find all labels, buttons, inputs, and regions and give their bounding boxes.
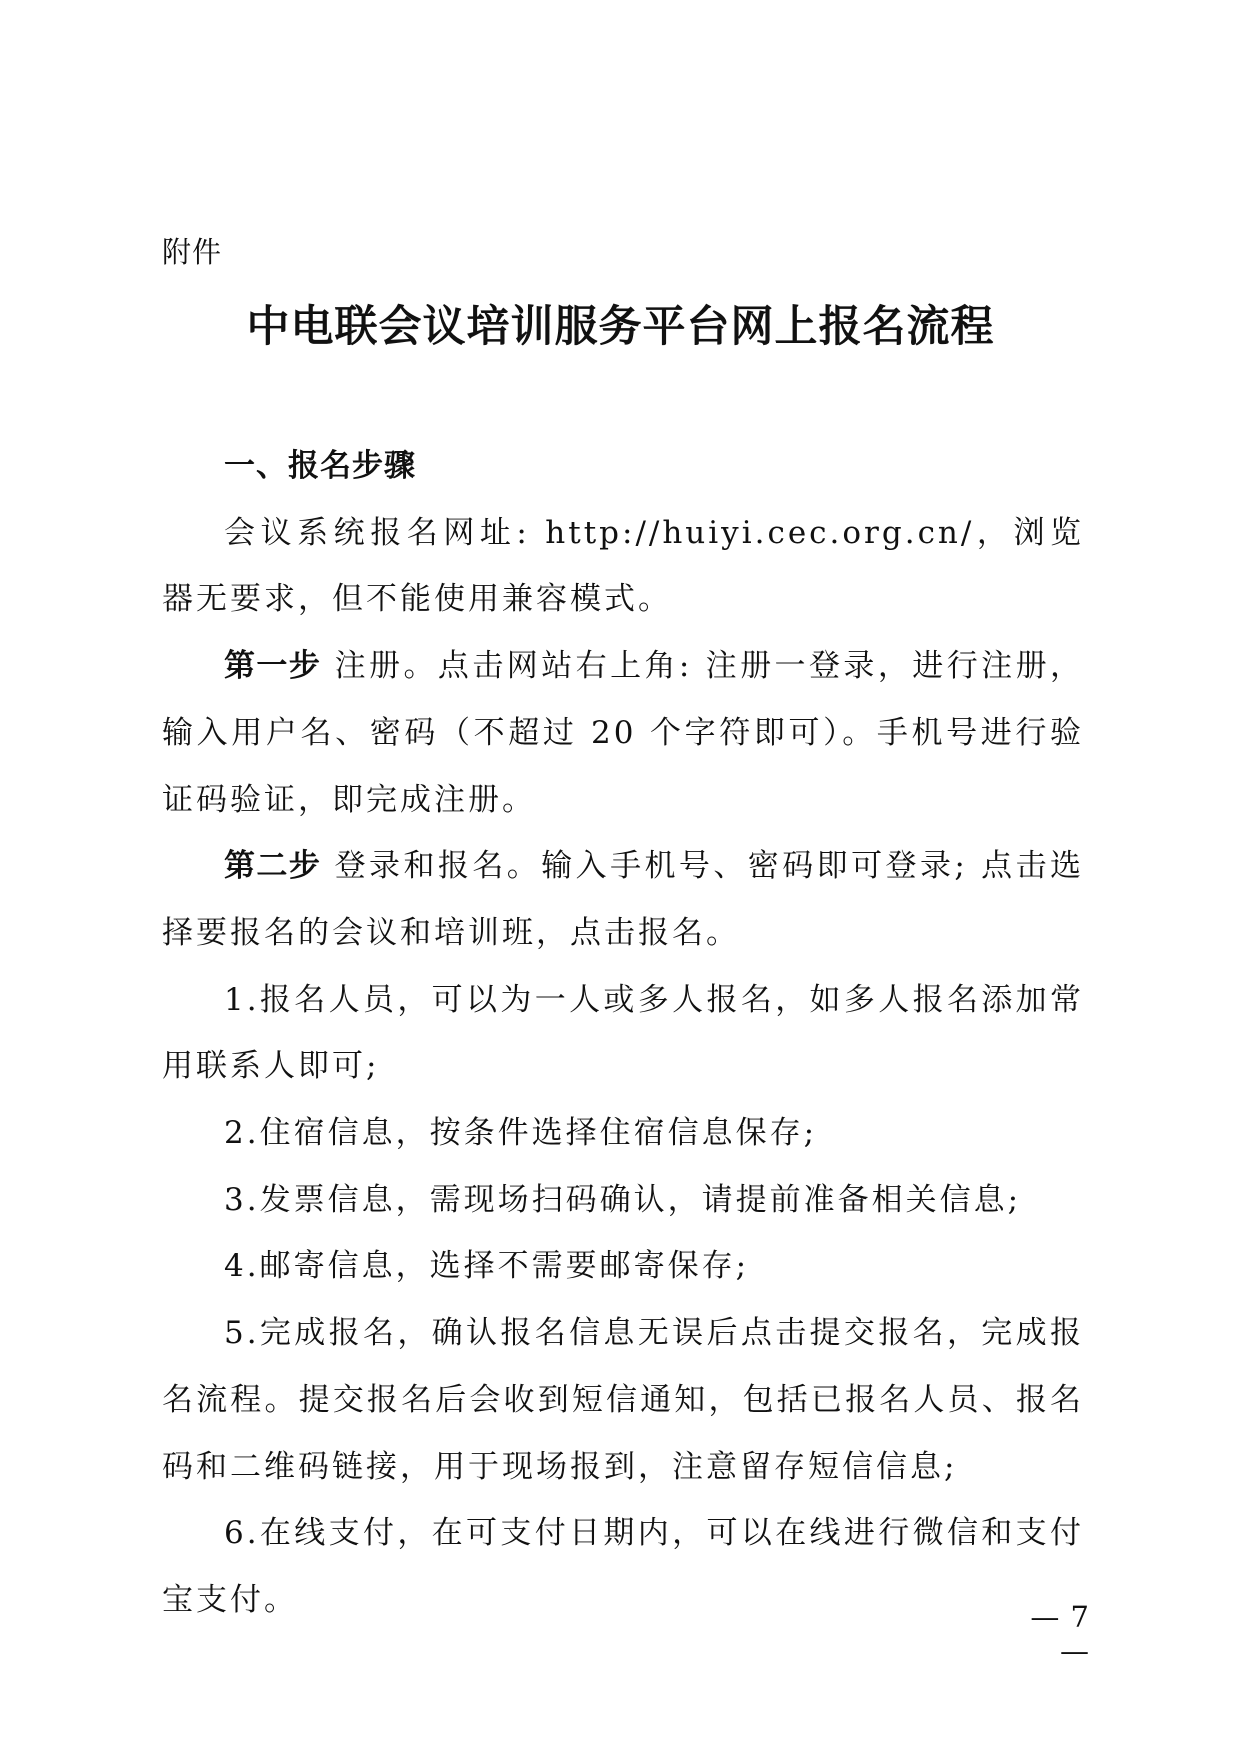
- section-heading: [162, 433, 1084, 500]
- step-1-text: 注册。点击网站右上角: 注册一登录，进行注册，输入用户名、密码（不超过 20 个字符即可）。手机号进行验证码验证，即完成注册。: [162, 648, 1085, 818]
- list-item-4: 4.邮寄信息，选择不需要邮寄保存;: [224, 1248, 750, 1285]
- page-number: — 7 —: [1030, 1600, 1090, 1668]
- list-item-3: 3.发票信息，需现场扫码确认，请提前准备相关信息;: [224, 1181, 1022, 1218]
- list-item-5: 5.完成报名，确认报名信息无误后点击提交报名，完成报名流程。提交报名后会收到短信通知，包括已报名人员、报名码和二维码链接，用于现场报到，注意留存短信信息;: [162, 1315, 1084, 1485]
- step-1-label: 第一步: [224, 648, 322, 685]
- document-body: [162, 433, 1084, 1634]
- intro-paragraph: 会议系统报名网址: http://huiyi.cec.org.cn/，浏览器无要求，但不能使用兼容模式。: [162, 514, 1084, 618]
- section-heading-text: 一、报名步骤: [224, 448, 416, 484]
- list-item-6: 6.在线支付，在可支付日期内，可以在线进行微信和支付宝支付。: [162, 1515, 1084, 1618]
- step-2-text: 登录和报名。输入手机号、密码即可登录; 点击选择要报名的会议和培训班，点击报名。: [162, 848, 1085, 951]
- list-item-1: 1.报名人员，可以为一人或多人报名，如多人报名添加常用联系人即可;: [162, 981, 1084, 1085]
- step-2-label: 第二步: [224, 848, 322, 885]
- annex-label: 附件: [162, 235, 223, 269]
- document-title: 中电联会议培训服务平台网上报名流程: [246, 302, 995, 352]
- step-1-paragraph: [162, 633, 1084, 833]
- step-2-paragraph: [162, 833, 1084, 966]
- list-item-2: 2.住宿信息，按条件选择住宿信息保存;: [224, 1115, 818, 1152]
